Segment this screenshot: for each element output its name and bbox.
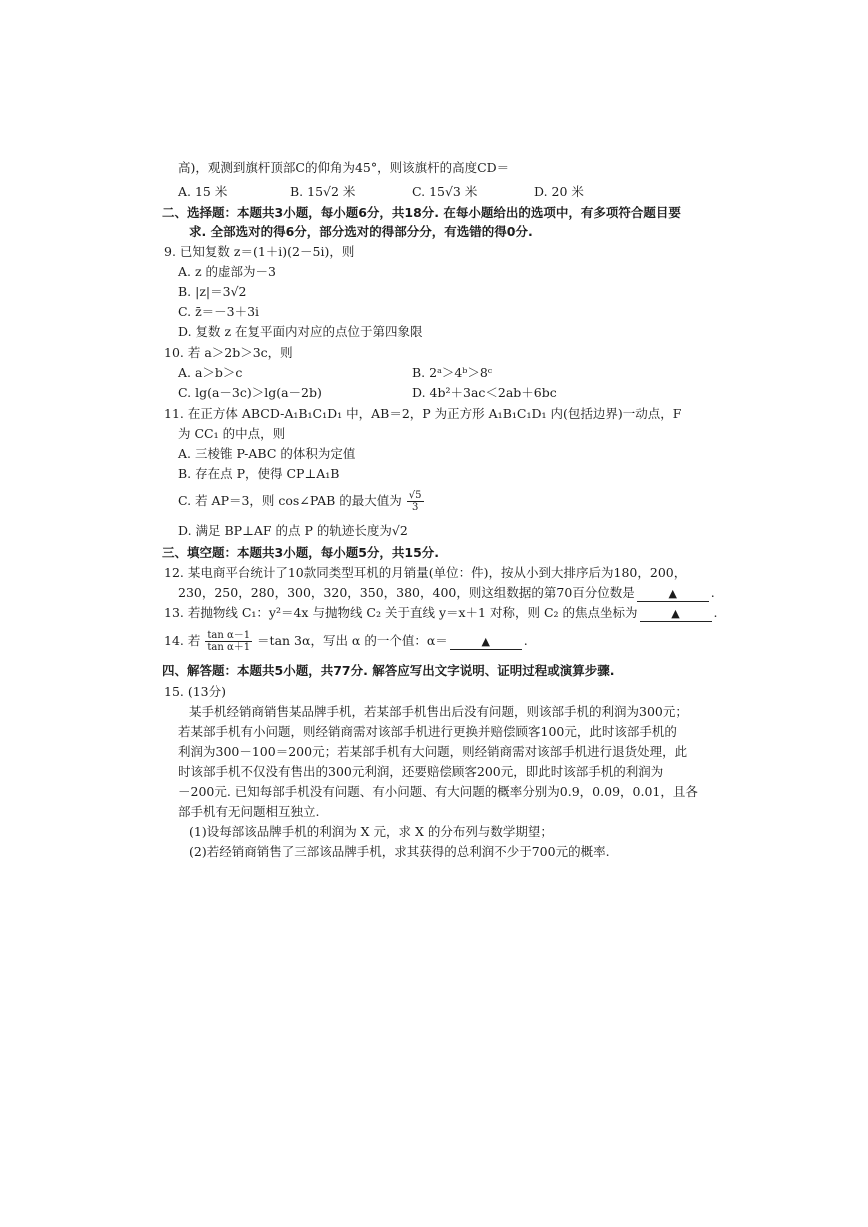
q15-body-line: 利润为300－100＝200元；若某部手机有大问题，则经销商需对该部手机进行退货处理，此 <box>178 744 688 759</box>
triangle-marker-icon: ▲ <box>481 635 491 648</box>
q12-line2 <box>178 585 715 602</box>
q10-option-a: A. a＞b＞c <box>178 365 243 380</box>
q11-option-a: A. 三棱锥 P-ABC 的体积为定值 <box>178 446 356 461</box>
q8-option-d: D. 20 米 <box>534 184 584 199</box>
q14-answer-blank[interactable] <box>450 634 522 650</box>
section4-heading: 四、解答题：本题共5小题，共77分. 解答应写出文字说明、证明过程或演算步骤. <box>162 663 615 678</box>
q13-text: 13. 若抛物线 C₁：y²＝4x 与抛物线 C₂ 关于直线 y＝x＋1 对称，则 C₂ 的焦点坐标为 <box>164 605 638 620</box>
q11-option-c <box>178 490 425 513</box>
q11-option-c-fraction <box>407 490 424 513</box>
q13-answer-blank[interactable] <box>640 606 712 622</box>
q14-post: ＝tan 3α，写出 α 的一个值：α＝ <box>257 633 448 648</box>
q11-option-d: D. 满足 BP⊥AF 的点 P 的轨迹长度为√2 <box>178 523 408 538</box>
q12-period: . <box>710 585 715 600</box>
fraction-numerator: √5 <box>408 490 422 501</box>
q9-option-c: C. z̄＝－3＋3i <box>178 304 260 319</box>
q14-fraction <box>205 630 252 653</box>
q14-period: . <box>523 633 528 648</box>
q12-line1: 12. 某电商平台统计了10款同类型耳机的月销量(单位：件)，按从小到大排序后为180，200， <box>164 565 687 580</box>
q11-stem: 11. 在正方体 ABCD-A₁B₁C₁D₁ 中，AB＝2，P 为正方形 A₁B₁C₁D₁ 内(包括边界)一动点，F <box>164 406 682 421</box>
triangle-marker-icon: ▲ <box>671 607 680 620</box>
q10-stem: 10. 若 a＞2b＞3c，则 <box>164 345 293 360</box>
q15-body-line: 某手机经销商销售某品牌手机，若某部手机售出后没有问题，则该部手机的利润为300元； <box>189 704 688 719</box>
q8-option-b: B. 15√2 米 <box>290 184 356 199</box>
q10-option-c: C. lg(a－3c)＞lg(a－2b) <box>178 385 322 400</box>
q11-option-c-text: C. 若 AP＝3，则 cos∠PAB 的最大值为 <box>178 493 402 508</box>
q15-body-line: 若某部手机有小问题，则经销商需对该部手机进行更换并赔偿顾客100元，此时该部手机的 <box>178 724 677 739</box>
section2-heading-cont: 求. 全部选对的得6分，部分选对的得部分分，有选错的得0分. <box>189 224 533 239</box>
q9-option-d: D. 复数 z 在复平面内对应的点位于第四象限 <box>178 324 423 339</box>
q9-stem: 9. 已知复数 z＝(1＋i)(2－5i)，则 <box>164 244 355 259</box>
q11-option-b: B. 存在点 P，使得 CP⊥A₁B <box>178 466 340 481</box>
q10-option-d: D. 4b²＋3ac＜2ab＋6bc <box>412 385 557 400</box>
q15-body-line: 部手机有无问题相互独立. <box>178 804 320 819</box>
fraction-numerator: tan α－1 <box>207 630 251 641</box>
section3-heading: 三、填空题：本题共3小题，每小题5分，共15分. <box>162 545 440 560</box>
q15-header: 15. (13分) <box>164 684 227 699</box>
q15-body-line: 时该部手机不仅没有售出的300元利润，还要赔偿顾客200元，即此时该部手机的利润为 <box>178 764 664 779</box>
q11-stem-cont: 为 CC₁ 的中点，则 <box>178 426 286 441</box>
q9-option-a: A. z 的虚部为－3 <box>178 264 276 279</box>
q14-line <box>164 630 528 653</box>
q8-option-a: A. 15 米 <box>178 184 228 199</box>
q8-option-c: C. 15√3 米 <box>412 184 478 199</box>
q12-answer-blank[interactable] <box>637 586 709 602</box>
q15-subquestion-2: (2)若经销商销售了三部该品牌手机，求其获得的总利润不少于700元的概率. <box>189 844 610 859</box>
q15-body-line: －200元. 已知每部手机没有问题、有小问题、有大问题的概率分别为0.9，0.09，0.01，且各 <box>178 784 698 799</box>
q9-option-b: B. |z|＝3√2 <box>178 284 247 299</box>
q13-period: . <box>713 605 718 620</box>
q10-option-b: B. 2ᵃ＞4ᵇ＞8ᶜ <box>412 365 493 380</box>
q15-subquestion-1: (1)设每部该品牌手机的利润为 X 元，求 X 的分布列与数学期望； <box>189 824 553 839</box>
q8-tail: 高)，观测到旗杆顶部C的仰角为45°，则该旗杆的高度CD＝ <box>178 160 510 175</box>
fraction-denominator: 3 <box>411 502 419 513</box>
q14-pre: 14. 若 <box>164 633 201 648</box>
q13-line <box>164 605 718 622</box>
section2-heading: 二、选择题：本题共3小题，每小题6分，共18分. 在每小题给出的选项中，有多项符合题目要 <box>162 205 681 220</box>
q12-text: 230，250，280，300，320，350，380，400，则这组数据的第70百分位数是 <box>178 585 635 600</box>
fraction-denominator: tan α＋1 <box>207 642 251 653</box>
triangle-marker-icon: ▲ <box>668 587 678 600</box>
